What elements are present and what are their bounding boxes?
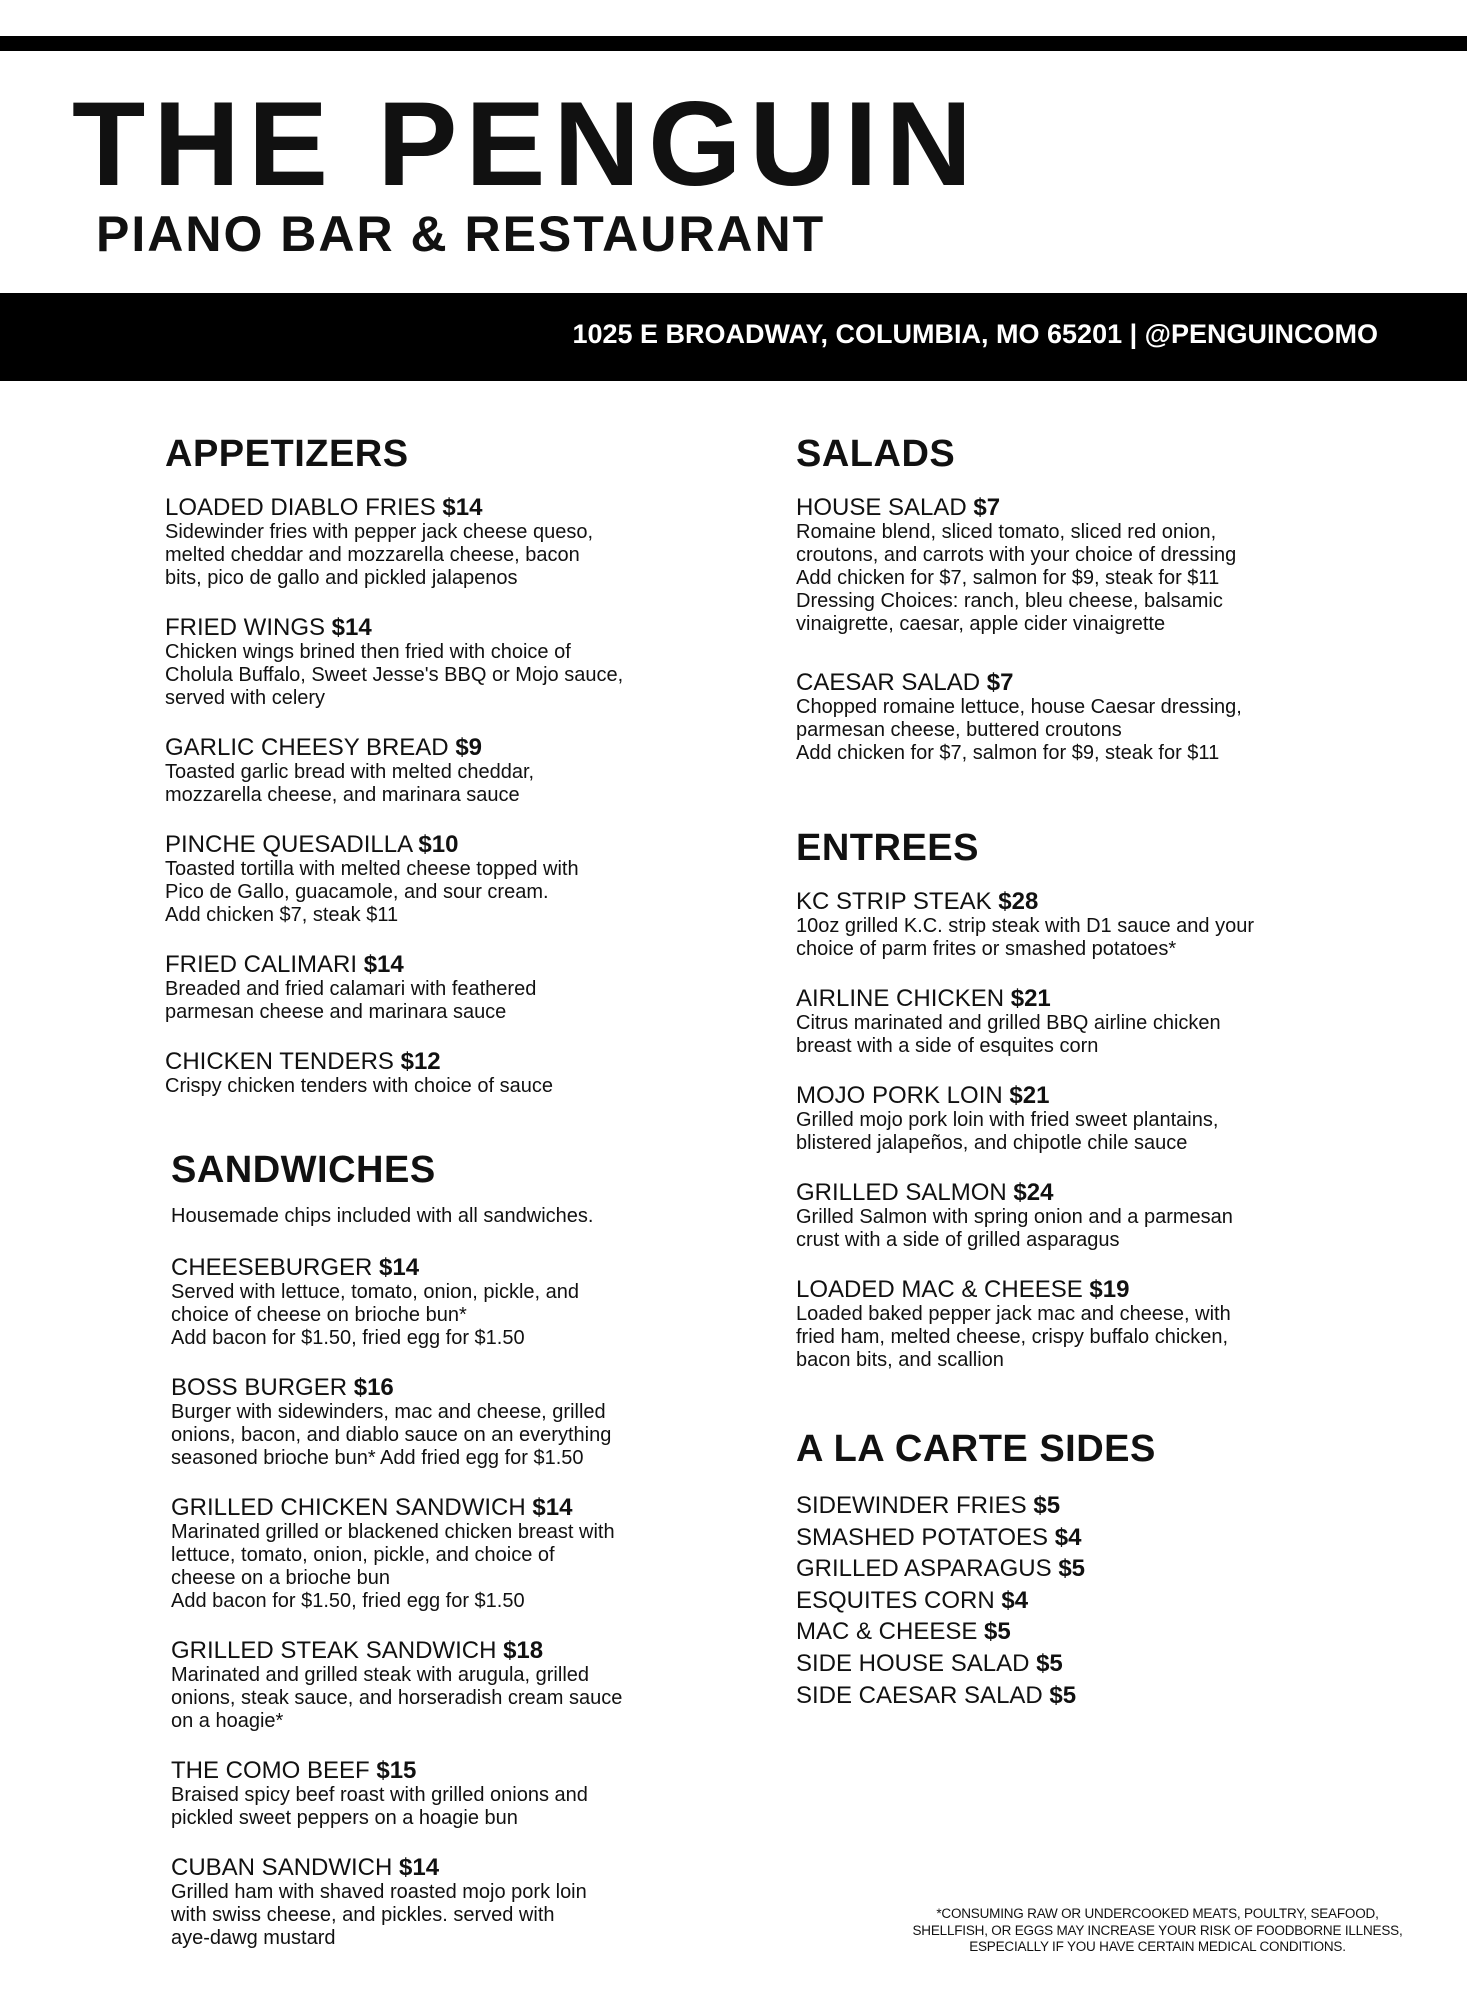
- item-price: $14: [331, 614, 372, 641]
- item-description: Pico de Gallo, guacamole, and sour cream.: [165, 881, 549, 903]
- item-description: choice of parm frites or smashed potatoes*: [796, 938, 1177, 960]
- item-name: PINCHE QUESADILLA: [165, 831, 412, 858]
- item-name: AIRLINE CHICKEN: [796, 985, 1005, 1012]
- item-title: [796, 670, 1396, 696]
- item-description: Toasted garlic bread with melted cheddar,: [165, 761, 535, 783]
- item-description: Add bacon for $1.50, fried egg for $1.50: [171, 1327, 525, 1349]
- item-price: $5: [984, 1618, 1011, 1646]
- item-name: SIDE HOUSE SALAD: [796, 1649, 1030, 1677]
- item-title: [171, 1855, 771, 1881]
- menu-item: [796, 670, 1396, 765]
- item-description: with swiss cheese, and pickles. served with: [171, 1904, 555, 1926]
- item-description: Add chicken for $7, salmon for $9, steak for $11: [796, 567, 1220, 589]
- item-price: $5: [1058, 1555, 1086, 1583]
- item-price: $15: [376, 1757, 417, 1784]
- menu-item: [796, 1083, 1396, 1155]
- menu-item: [171, 1255, 771, 1350]
- menu-item: [796, 1180, 1396, 1252]
- item-description: served with celery: [165, 687, 326, 709]
- item-name: CHICKEN TENDERS: [165, 1048, 394, 1075]
- item-description: Toasted tortilla with melted cheese topped with: [165, 858, 579, 880]
- address-band: [0, 293, 1467, 381]
- item-title: [165, 615, 765, 641]
- item-price: $21: [1010, 985, 1051, 1012]
- item-description: Breaded and fried calamari with feathered: [165, 978, 537, 1000]
- item-title: [796, 889, 1396, 915]
- item-description: bacon bits, and scallion: [796, 1349, 1004, 1371]
- restaurant-subtitle: PIANO BAR & RESTAURANT: [96, 206, 826, 262]
- item-description: Romaine blend, sliced tomato, sliced red onion,: [796, 521, 1217, 543]
- item-price: $16: [353, 1374, 394, 1401]
- top-divider-bar: [0, 36, 1467, 51]
- item-name: CHEESEBURGER: [171, 1254, 373, 1281]
- side-item: [796, 1490, 1396, 1522]
- section-sides: [796, 1425, 1396, 1711]
- item-title: [171, 1495, 771, 1521]
- item-name: GRILLED ASPARAGUS: [796, 1555, 1052, 1583]
- item-name: GARLIC CHEESY BREAD: [165, 734, 449, 761]
- item-title: [165, 735, 765, 761]
- item-description: lettuce, tomato, onion, pickle, and choice of: [171, 1544, 555, 1566]
- item-title: [171, 1758, 771, 1784]
- item-price: $9: [455, 734, 483, 761]
- health-disclaimer: [880, 1906, 1435, 1956]
- section-heading: ENTREES: [796, 827, 979, 869]
- disclaimer-line: SHELLFISH, OR EGGS MAY INCREASE YOUR RISK OF FOODBORNE ILLNESS,: [912, 1922, 1403, 1938]
- item-name: BOSS BURGER: [171, 1374, 348, 1401]
- item-description: aye-dawg mustard: [171, 1927, 336, 1949]
- item-name: MAC & CHEESE: [796, 1618, 978, 1646]
- item-title: [796, 1180, 1396, 1206]
- item-name: LOADED DIABLO FRIES: [165, 494, 436, 521]
- item-description: mozzarella cheese, and marinara sauce: [165, 784, 520, 806]
- restaurant-name: THE PENGUIN: [72, 77, 981, 211]
- item-price: $7: [986, 669, 1014, 696]
- item-name: CUBAN SANDWICH: [171, 1854, 393, 1881]
- item-description: vinaigrette, caesar, apple cider vinaigrette: [796, 613, 1166, 635]
- item-title: [796, 986, 1396, 1012]
- menu-item: [171, 1375, 771, 1470]
- menu-item: [165, 735, 765, 807]
- item-name: GRILLED CHICKEN SANDWICH: [171, 1494, 526, 1521]
- item-name: KC STRIP STEAK: [796, 888, 992, 915]
- item-description: Braised spicy beef roast with grilled onions and: [171, 1784, 588, 1806]
- menu-item: [796, 1277, 1396, 1372]
- item-description: Dressing Choices: ranch, bleu cheese, balsamic: [796, 590, 1223, 612]
- section-heading: SANDWICHES: [171, 1149, 436, 1191]
- menu-item: [165, 952, 765, 1024]
- item-description: Add chicken for $7, salmon for $9, steak for $11: [796, 742, 1220, 764]
- item-description: Grilled ham with shaved roasted mojo pork loin: [171, 1881, 587, 1903]
- item-description: cheese on a brioche bun: [171, 1567, 391, 1589]
- item-description: Served with lettuce, tomato, onion, pickle, and: [171, 1281, 580, 1303]
- item-description: melted cheddar and mozzarella cheese, bacon: [165, 544, 580, 566]
- item-name: FRIED WINGS: [165, 614, 325, 641]
- item-description: Grilled mojo pork loin with fried sweet plantains,: [796, 1109, 1219, 1131]
- item-title: [165, 952, 765, 978]
- item-name: HOUSE SALAD: [796, 494, 967, 521]
- item-price: $10: [418, 831, 459, 858]
- item-description: pickled sweet peppers on a hoagie bun: [171, 1807, 518, 1829]
- item-price: $4: [1054, 1523, 1082, 1551]
- item-description: Citrus marinated and grilled BBQ airline chicken: [796, 1012, 1221, 1034]
- item-price: $14: [363, 951, 404, 978]
- item-description: fried ham, melted cheese, crispy buffalo chicken,: [796, 1326, 1229, 1348]
- item-description: Add bacon for $1.50, fried egg for $1.50: [171, 1590, 525, 1612]
- item-name: FRIED CALIMARI: [165, 951, 358, 978]
- item-description: Crispy chicken tenders with choice of sauce: [165, 1075, 553, 1097]
- item-name: CAESAR SALAD: [796, 669, 981, 696]
- item-title: [165, 1049, 765, 1075]
- disclaimer-line: *CONSUMING RAW OR UNDERCOOKED MEATS, POULTRY, SEAFOOD,: [936, 1906, 1379, 1921]
- item-price: $18: [503, 1637, 544, 1664]
- item-price: $4: [1001, 1586, 1029, 1614]
- item-description: onions, bacon, and diablo sauce on an everything: [171, 1424, 612, 1446]
- item-title: [171, 1375, 771, 1401]
- menu-item: [165, 1049, 765, 1098]
- item-description: Marinated and grilled steak with arugula, grilled: [171, 1664, 590, 1686]
- menu-item: [165, 615, 765, 710]
- item-title: [796, 1277, 1396, 1303]
- item-description: Loaded baked pepper jack mac and cheese, with: [796, 1303, 1231, 1325]
- item-price: $5: [1049, 1681, 1077, 1709]
- section-heading: A LA CARTE SIDES: [796, 1428, 1156, 1470]
- item-name: GRILLED STEAK SANDWICH: [171, 1637, 497, 1664]
- item-price: $12: [400, 1048, 441, 1075]
- section-note: Housemade chips included with all sandwiches.: [171, 1205, 594, 1227]
- side-item: [796, 1680, 1396, 1712]
- address-text: 1025 E BROADWAY, COLUMBIA, MO 65201 | @PENGUINCOMO: [572, 319, 1378, 349]
- item-description: bits, pico de gallo and pickled jalapenos: [165, 567, 518, 589]
- item-title: [171, 1638, 771, 1664]
- item-description: Chicken wings brined then fried with choice of: [165, 641, 571, 663]
- item-price: $21: [1009, 1082, 1050, 1109]
- item-description: Add chicken $7, steak $11: [165, 904, 399, 926]
- item-description: on a hoagie*: [171, 1710, 284, 1732]
- item-description: Grilled Salmon with spring onion and a parmesan: [796, 1206, 1233, 1228]
- item-name: GRILLED SALMON: [796, 1179, 1007, 1206]
- item-price: $14: [399, 1854, 440, 1881]
- item-price: $28: [998, 888, 1039, 915]
- item-description: Cholula Buffalo, Sweet Jesse's BBQ or Mojo sauce,: [165, 664, 624, 686]
- side-item: [796, 1648, 1396, 1680]
- item-description: Marinated grilled or blackened chicken breast with: [171, 1521, 615, 1543]
- item-name: THE COMO BEEF: [171, 1757, 370, 1784]
- menu-item: [171, 1495, 771, 1613]
- section-appetizers: [165, 430, 765, 1123]
- item-description: parmesan cheese and marinara sauce: [165, 1001, 507, 1023]
- side-item: [796, 1522, 1396, 1554]
- item-name: ESQUITES CORN: [796, 1586, 995, 1614]
- section-heading: APPETIZERS: [165, 433, 409, 475]
- section-entrees: [796, 824, 1396, 1397]
- item-description: Burger with sidewinders, mac and cheese, grilled: [171, 1401, 606, 1423]
- menu-item: [796, 889, 1396, 961]
- item-description: 10oz grilled K.C. strip steak with D1 sauce and your: [796, 915, 1254, 937]
- menu-item: [171, 1638, 771, 1733]
- menu-item: [165, 832, 765, 927]
- section-sandwiches: [171, 1146, 771, 1975]
- section-salads: [796, 430, 1396, 799]
- side-item: [796, 1616, 1396, 1648]
- item-description: blistered jalapeños, and chipotle chile sauce: [796, 1132, 1188, 1154]
- item-title: [796, 1083, 1396, 1109]
- item-description: breast with a side of esquites corn: [796, 1035, 1099, 1057]
- side-item: [796, 1585, 1396, 1617]
- item-description: onions, steak sauce, and horseradish cream sauce: [171, 1687, 623, 1709]
- item-price: $14: [532, 1494, 573, 1521]
- item-price: $14: [442, 494, 483, 521]
- item-price: $5: [1033, 1492, 1061, 1519]
- menu-item: [171, 1758, 771, 1830]
- menu-item: [796, 495, 1396, 636]
- menu-item: [165, 495, 765, 590]
- item-description: croutons, and carrots with your choice of dressing: [796, 544, 1237, 566]
- item-description: crust with a side of grilled asparagus: [796, 1229, 1120, 1251]
- menu-item: [796, 986, 1396, 1058]
- item-description: choice of cheese on brioche bun*: [171, 1304, 467, 1326]
- item-description: Chopped romaine lettuce, house Caesar dressing,: [796, 696, 1242, 718]
- item-name: SIDE CAESAR SALAD: [796, 1681, 1043, 1709]
- item-name: LOADED MAC & CHEESE: [796, 1276, 1083, 1303]
- menu-item: [171, 1855, 771, 1950]
- item-title: [796, 495, 1396, 521]
- section-heading: SALADS: [796, 433, 956, 475]
- item-name: MOJO PORK LOIN: [796, 1082, 1003, 1109]
- item-price: $7: [973, 494, 1001, 521]
- item-title: [165, 832, 765, 858]
- item-description: Sidewinder fries with pepper jack cheese queso,: [165, 521, 594, 543]
- item-price: $19: [1089, 1276, 1130, 1303]
- item-title: [171, 1255, 771, 1281]
- item-title: [165, 495, 765, 521]
- item-name: SIDEWINDER FRIES: [796, 1492, 1027, 1519]
- item-name: SMASHED POTATOES: [796, 1523, 1049, 1551]
- item-description: parmesan cheese, buttered croutons: [796, 719, 1122, 741]
- item-price: $14: [379, 1254, 420, 1281]
- item-price: $24: [1013, 1179, 1054, 1206]
- side-item: [796, 1553, 1396, 1585]
- item-description: seasoned brioche bun* Add fried egg for $1.50: [171, 1447, 584, 1469]
- item-price: $5: [1036, 1649, 1063, 1677]
- disclaimer-line: ESPECIALLY IF YOU HAVE CERTAIN MEDICAL CONDITIONS.: [969, 1939, 1346, 1954]
